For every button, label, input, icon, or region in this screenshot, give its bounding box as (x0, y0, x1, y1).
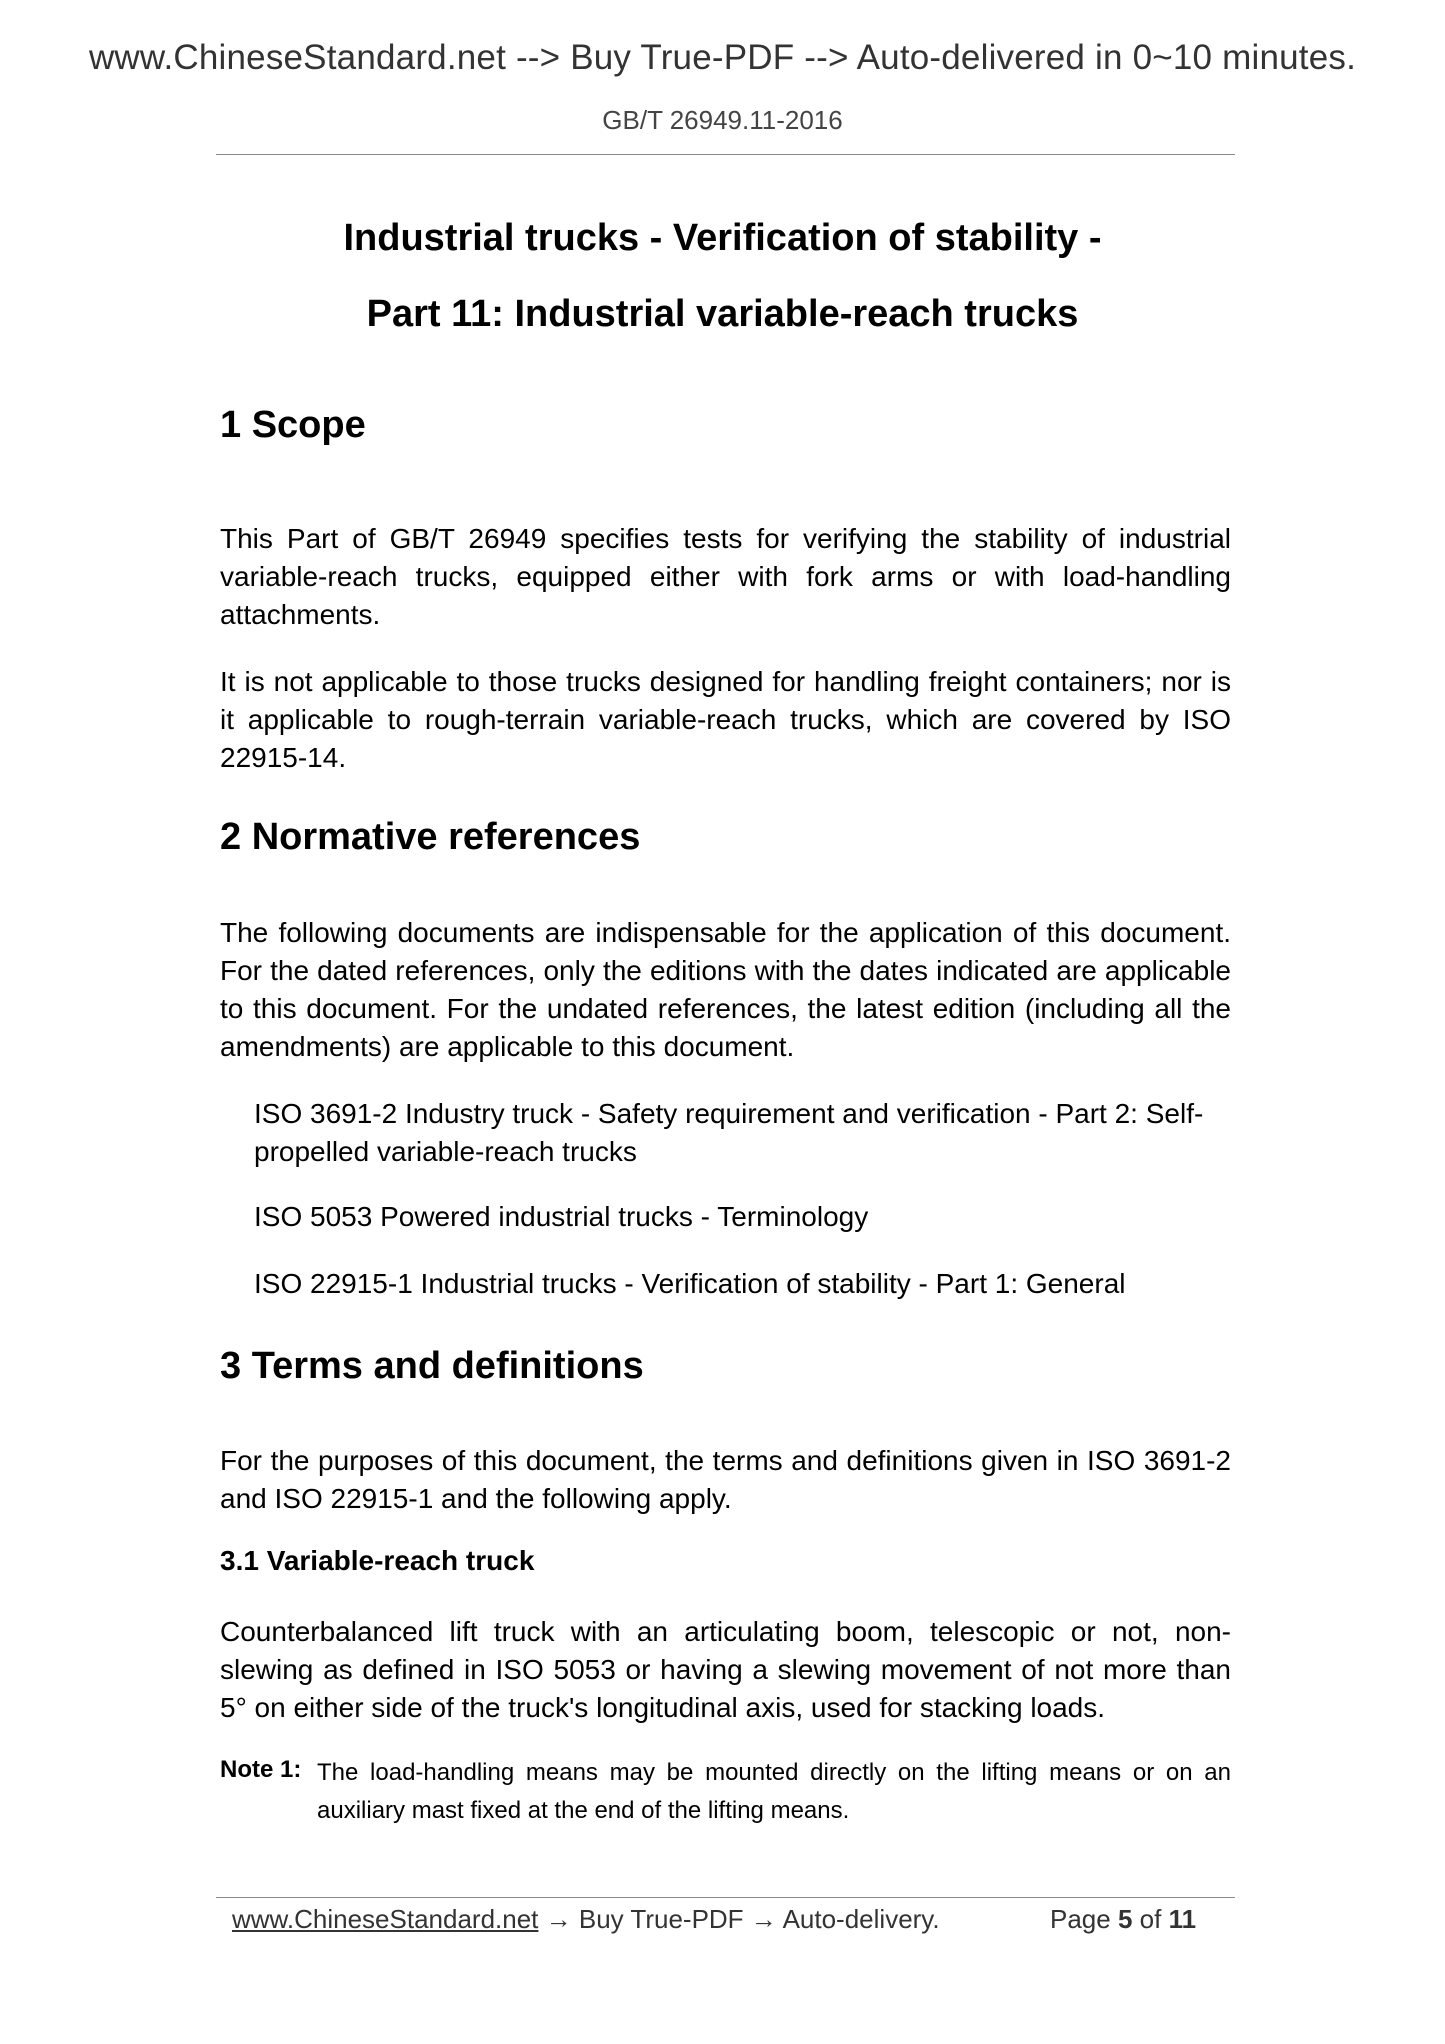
normative-paragraph: The following documents are indispensable for the application of this document. For the dated references, only the editions with the dates indicated are applicable to this document. For the undated references, the latest edition (including all the amendments) are applicable to this document. (220, 917, 1231, 1062)
reference-item: ISO 5053 Powered industrial trucks - Terminology (254, 1201, 869, 1232)
section-heading-scope: 1 Scope (220, 404, 366, 446)
page-total: 11 (1168, 1904, 1197, 1934)
section-heading-normative-references: 2 Normative references (220, 816, 641, 858)
terms-paragraph: For the purposes of this document, the terms and definitions given in ISO 3691-2 and ISO 22915-1 and the following apply. (220, 1445, 1231, 1514)
page-current: 5 (1117, 1904, 1133, 1934)
note-text: The load-handling means may be mounted directly on the lifting means or on an auxiliary mast fixed at the end of the lifting means. (317, 1759, 1231, 1824)
header-divider (216, 154, 1235, 155)
footer-divider (216, 1897, 1235, 1898)
standard-code: GB/T 26949.11-2016 (602, 105, 843, 135)
document-title-line2: Part 11: Industrial variable-reach trucks (366, 293, 1079, 335)
term-heading-variable-reach-truck: 3.1 Variable-reach truck (220, 1545, 535, 1576)
reference-item: ISO 3691-2 Industry truck - Safety requirement and verification - Part 2: Self-propelled variable-reach trucks (254, 1098, 1204, 1167)
footer-site-link[interactable]: www.ChineseStandard.net (232, 1904, 539, 1934)
of-word: of (1139, 1904, 1162, 1934)
reference-item: ISO 22915-1 Industrial trucks - Verification of stability - Part 1: General (254, 1268, 1126, 1299)
footer-promo (232, 1904, 940, 1935)
scope-paragraph-2: It is not applicable to those trucks designed for handling freight containers; nor is it applicable to rough-terrain variable-reach trucks, which are covered by ISO 22915-14. (220, 666, 1231, 773)
section-heading-terms-definitions: 3 Terms and definitions (220, 1345, 644, 1387)
page-indicator (1050, 1904, 1196, 1935)
footer-promo-text: → Buy True-PDF → Auto-delivery. (538, 1904, 940, 1934)
site-banner: www.ChineseStandard.net --> Buy True-PDF --> Auto-delivered in 0~10 minutes. (88, 38, 1357, 77)
note-label: Note 1: (220, 1756, 302, 1783)
term-definition: Counterbalanced lift truck with an articulating boom, telescopic or not, non-slewing as defined in ISO 5053 or having a slewing movement of not more than 5° on either side of the truck's longitudinal axis, used for stacking loads. (220, 1616, 1231, 1723)
page-word: Page (1050, 1904, 1111, 1934)
scope-paragraph-1: This Part of GB/T 26949 specifies tests for verifying the stability of industrial variable-reach trucks, equipped either with fork arms or with load-handling attachments. (220, 523, 1231, 630)
document-title-line1: Industrial trucks - Verification of stability - (343, 217, 1102, 259)
